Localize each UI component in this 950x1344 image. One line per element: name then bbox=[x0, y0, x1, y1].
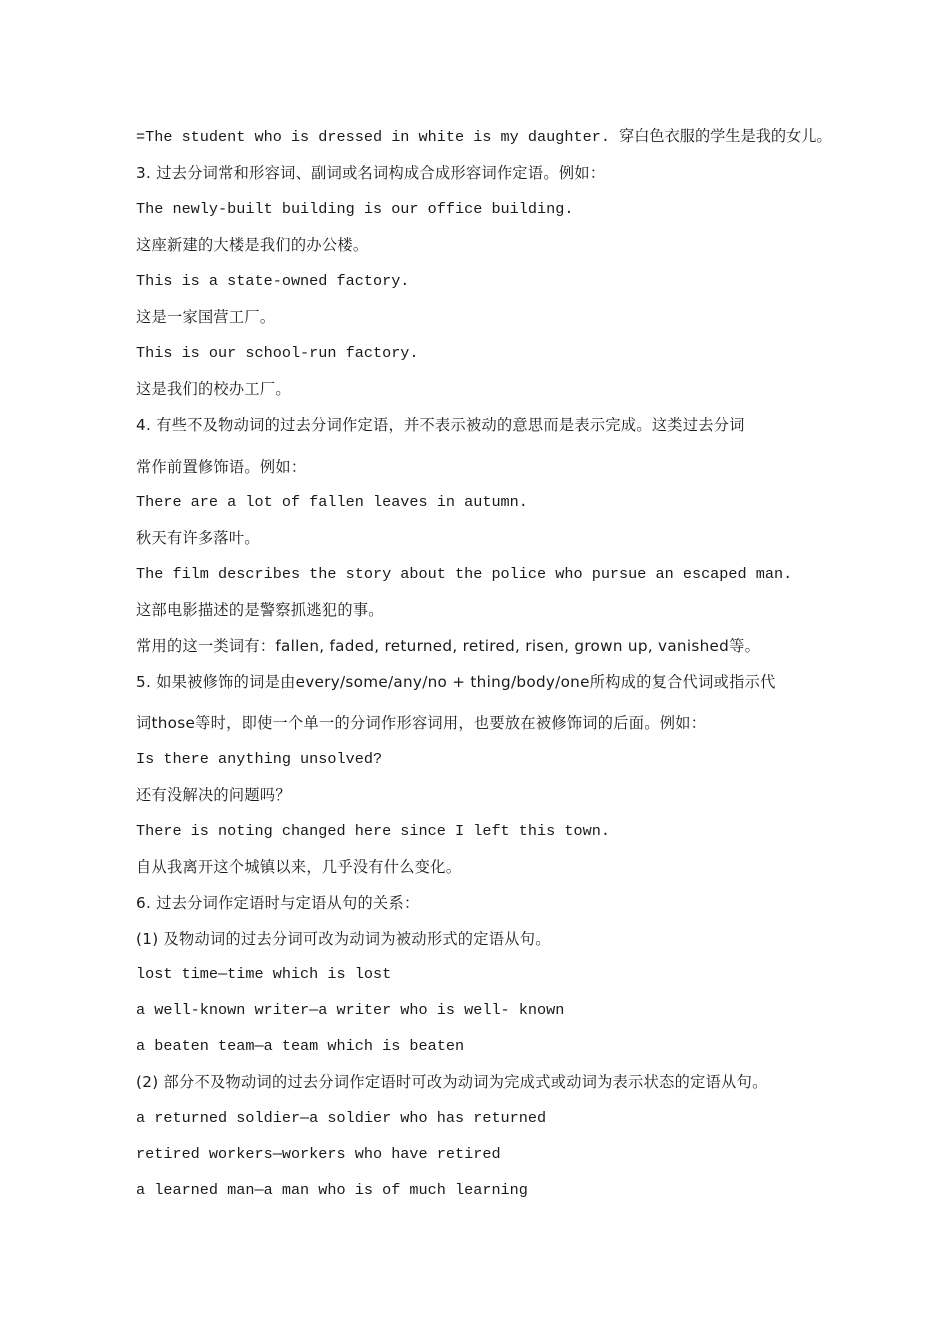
text-line-19: 还有没解决的问题吗？ bbox=[136, 786, 291, 804]
text-line-12: 秋天有许多落叶。 bbox=[136, 529, 260, 547]
text-line-22: 6. 过去分词作定语时与定语从句的关系： bbox=[136, 894, 420, 912]
text-line-24: lost time—time which is lost bbox=[136, 965, 392, 983]
text-line-29: retired workers—workers who have retired bbox=[136, 1145, 501, 1163]
text-line-30: a learned man—a man who is of much learning bbox=[136, 1181, 528, 1199]
text-line-5: This is a state-owned factory. bbox=[136, 272, 410, 290]
text-line-26: a beaten team—a team which is beaten bbox=[136, 1037, 465, 1055]
text-line-9: 4. 有些不及物动词的过去分词作定语，并不表示被动的意思而是表示完成。这类过去分词 bbox=[136, 416, 745, 434]
text-line-13: The film describes the story about the police who pursue an escaped man. bbox=[136, 565, 793, 583]
text-line-15: 常用的这一类词有：fallen, faded, returned, retired, risen, grown up, vanished等。 bbox=[136, 637, 761, 655]
text-line-17: 词those等时，即使一个单一的分词作形容词用，也要放在被修饰词的后面。例如： bbox=[136, 714, 707, 732]
text-line-11: There are a lot of fallen leaves in autumn. bbox=[136, 493, 528, 511]
text-line-2: 3. 过去分词常和形容词、副词或名词构成合成形容词作定语。例如： bbox=[136, 164, 606, 182]
text-line-27: (2) 部分不及物动词的过去分词作定语时可改为动词为完成式或动词为表示状态的定语从句。 bbox=[136, 1073, 768, 1091]
text-line-14: 这部电影描述的是警察抓逃犯的事。 bbox=[136, 601, 384, 619]
text-line-6: 这是一家国营工厂。 bbox=[136, 308, 276, 326]
text-line-7: This is our school-run factory. bbox=[136, 344, 419, 362]
text-line-4: 这座新建的大楼是我们的办公楼。 bbox=[136, 236, 369, 254]
text-line-18: Is there anything unsolved? bbox=[136, 750, 383, 768]
text-line-3: The newly-built building is our office building. bbox=[136, 200, 574, 218]
text-line-20: There is noting changed here since I left this town. bbox=[136, 822, 610, 840]
text-line-16: 5. 如果被修饰的词是由every/some/any/no + thing/body/one所构成的复合代词或指示代 bbox=[136, 673, 776, 691]
text-line-23: (1) 及物动词的过去分词可改为动词为被动形式的定语从句。 bbox=[136, 930, 551, 948]
text-line-25: a well-known writer—a writer who is well- known bbox=[136, 1001, 565, 1019]
text-line-28: a returned soldier—a soldier who has returned bbox=[136, 1109, 547, 1127]
text-line-8: 这是我们的校办工厂。 bbox=[136, 380, 291, 398]
text-line-10: 常作前置修饰语。例如： bbox=[136, 458, 307, 476]
text-line-1: =The student who is dressed in white is my daughter. 穿白色衣服的学生是我的女儿。 bbox=[136, 128, 832, 146]
text-line-21: 自从我离开这个城镇以来，几乎没有什么变化。 bbox=[136, 858, 462, 876]
